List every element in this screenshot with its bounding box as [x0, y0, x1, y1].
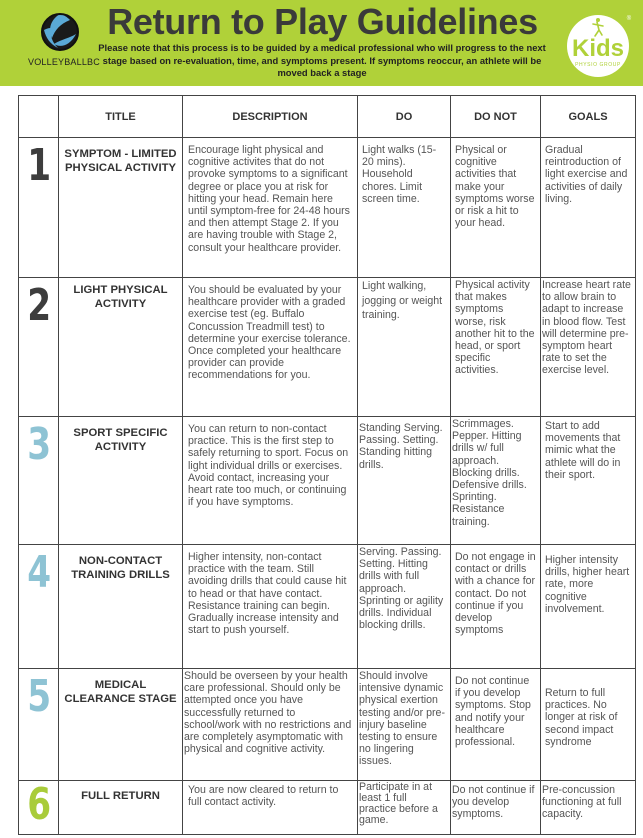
- table-row: [19, 781, 636, 835]
- table-header-row: [19, 96, 636, 138]
- table-row: [19, 669, 636, 781]
- stage-do: Participate in at least 1 full practice before a game.: [358, 781, 451, 835]
- stage-title: LIGHT PHYSICAL ACTIVITY: [59, 278, 183, 417]
- table-row: [19, 417, 636, 545]
- stage-do: Standing Serving. Passing. Setting. Standing hitting drills.: [358, 417, 451, 545]
- stage-do-not: Scrimmages. Pepper. Hitting drills w/ full approach. Blocking drills. Defensive drills. Sprinting. Resistance training.: [451, 417, 541, 545]
- stage-description: Should be overseen by your health care professional. Should only be attempted once you have successfully returned to school/work with no restrictions and are completely asymptomatic with physical and cognitive activity.: [183, 669, 358, 781]
- stage-number-cell: [19, 669, 59, 781]
- stage-title: MEDICAL CLEARANCE STAGE: [59, 669, 183, 781]
- stage-goals: Start to add movements that mimic what the athlete will do in their sport.: [541, 417, 636, 545]
- stage-do-not: Physical activity that makes symptoms worse, risk another hit to the head, or sport specific activities.: [451, 278, 541, 417]
- stage-do-not: Do not engage in contact or drills with a chance for contact. Do not continue if you develop symptoms: [451, 545, 541, 669]
- stage-do-not: Do not continue if you develop symptoms. Stop and notify your healthcare professional.: [451, 669, 541, 781]
- column-header-do: DO: [358, 96, 451, 138]
- column-header-stage: [19, 96, 59, 138]
- kids-physio-group-logo: [565, 10, 635, 80]
- stage-do: Should involve intensive dynamic physical exertion testing and/or pre-injury baseline testing to ensure no lingering issues.: [358, 669, 451, 781]
- guidelines-table: [18, 95, 636, 835]
- stage-goals: Higher intensity drills, higher heart rate, more cognitive involvement.: [541, 545, 636, 669]
- stage-do: Light walking, jogging or weight training.: [358, 278, 451, 417]
- column-header-title: TITLE: [59, 96, 183, 138]
- table-row: [19, 138, 636, 278]
- svg-text:®: ®: [626, 16, 632, 22]
- stage-number: 2: [26, 280, 51, 331]
- stage-description: Higher intensity, non-contact practice with the team. Still avoiding drills that could cause hit to head or that have contact. Resistance training can begin. Gradually increase intensity and start to push yourself.: [183, 545, 358, 669]
- stage-number: 3: [26, 419, 51, 470]
- stage-goals: Increase heart rate to allow brain to adapt to increase in blood flow. Test will determine pre-symptom heart rate to set the exercise level.: [541, 278, 636, 417]
- volleyball-bc-logo-text: VOLLEYBALLBC: [28, 57, 100, 67]
- stage-title: FULL RETURN: [59, 781, 183, 835]
- guidelines-table-container: [18, 95, 635, 835]
- stage-title: SYMPTOM - LIMITED PHYSICAL ACTIVITY: [59, 138, 183, 278]
- page-title: Return to Play Guidelines: [107, 1, 538, 42]
- column-header-do-not: DO NOT: [451, 96, 541, 138]
- stage-number: 5: [26, 671, 51, 722]
- column-header-description: DESCRIPTION: [183, 96, 358, 138]
- stage-do: Serving. Passing. Setting. Hitting drills with full approach. Sprinting or agility drills. Individual blocking drills.: [358, 545, 451, 669]
- stage-number-cell: [19, 138, 59, 278]
- header-banner: [0, 0, 643, 86]
- stage-number-cell: [19, 417, 59, 545]
- column-header-goals: GOALS: [541, 96, 636, 138]
- stage-goals: Gradual reintroduction of light exercise and activities of daily living.: [541, 138, 636, 278]
- stage-goals: Pre-concussion functioning at full capacity.: [541, 781, 636, 835]
- volleyball-icon: [40, 12, 80, 52]
- svg-text:PHYSIO GROUP: PHYSIO GROUP: [575, 62, 621, 68]
- table-row: [19, 545, 636, 669]
- stage-do: Light walks (15- 20 mins). Household chores. Limit screen time.: [358, 138, 451, 278]
- stage-number-cell: [19, 545, 59, 669]
- stage-description: You should be evaluated by your healthcare provider with a graded exercise test (eg. Buffalo Concussion Treadmill test) to determine your exercise tolerance. Once completed your healthcare provider can provide recommendations for you.: [183, 278, 358, 417]
- stage-number: 6: [26, 779, 51, 830]
- stage-do-not: Do not continue if you develop symptoms.: [451, 781, 541, 835]
- stage-description: You can return to non-contact practice. This is the first step to safely returning to sport. Focus on light individual drills or exercises. Avoid contact, increasing your heart rate too much, or continuing if you have symptoms.: [183, 417, 358, 545]
- stage-description: You are now cleared to return to full contact activity.: [183, 781, 358, 835]
- stage-number: 1: [26, 140, 51, 191]
- page-subtitle: Please note that this process is to be guided by a medical professional who will progress to the next stage based on re-evaluation, time, and symptoms present. If symptoms reoccur, an athlete will be moved back a stage: [98, 42, 546, 78]
- table-row: [19, 278, 636, 417]
- stage-title: NON-CONTACT TRAINING DRILLS: [59, 545, 183, 669]
- stage-number-cell: [19, 781, 59, 835]
- stage-do-not: Physical or cognitive activities that make your symptoms worse or risk a hit to your head.: [451, 138, 541, 278]
- stage-description: Encourage light physical and cognitive activites that do not provoke symptoms to a significant degree or place you at risk for hitting your head. Remain here until symptom-free for 24-48 hours and then attempt Stage 2. If you are having trouble with Stage 2, consult your healthcare provider.: [183, 138, 358, 278]
- stage-number: 4: [26, 547, 51, 598]
- stage-goals: Return to full practices. No longer at risk of second impact syndrome: [541, 669, 636, 781]
- stage-number-cell: [19, 278, 59, 417]
- stage-title: SPORT SPECIFIC ACTIVITY: [59, 417, 183, 545]
- svg-text:Kids: Kids: [571, 35, 625, 62]
